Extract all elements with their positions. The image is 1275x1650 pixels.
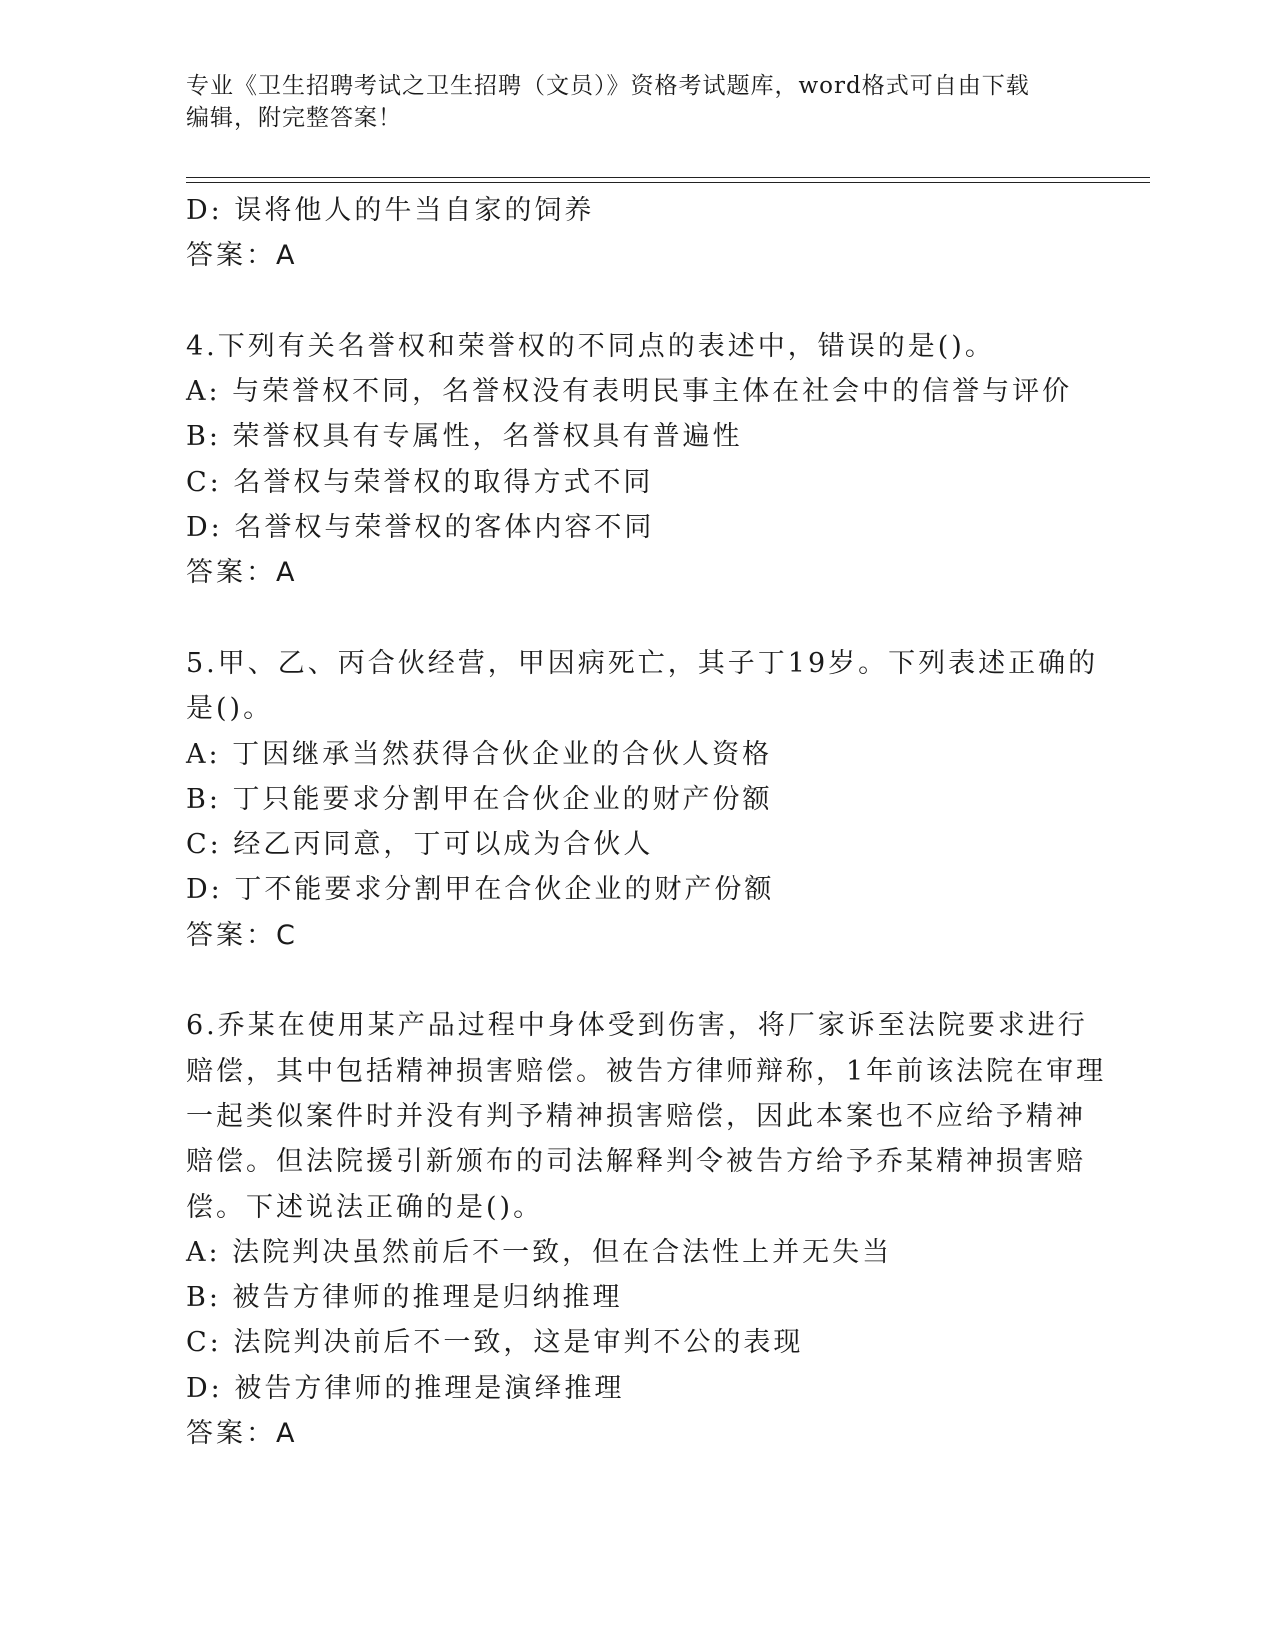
q6-option-d: D: 被告方律师的推理是演绎推理 xyxy=(186,1372,625,1404)
q6-option-c: C: 法院判决前后不一致，这是审判不公的表现 xyxy=(186,1327,804,1359)
q5-option-a: A: 丁因继承当然获得合伙企业的合伙人资格 xyxy=(186,738,773,770)
header-line-1: 专业《卫生招聘考试之卫生招聘（文员）》资格考试题库，word格式可自由下载 xyxy=(186,73,1030,99)
spacer xyxy=(186,279,1086,324)
document-header xyxy=(186,70,1076,134)
q3-answer: 答案：A xyxy=(186,240,298,272)
q4-option-a: A: 与荣誉权不同，名誉权没有表明民事主体在社会中的信誉与评价 xyxy=(186,376,1073,408)
header-rule-bottom xyxy=(186,182,1150,183)
q5-option-d: D: 丁不能要求分割甲在合伙企业的财产份额 xyxy=(186,874,775,906)
q4-option-b: B: 荣誉权具有专属性，名誉权具有普遍性 xyxy=(186,421,743,453)
question-content xyxy=(186,188,1107,1456)
q5-stem-line: 5.甲、乙、丙合伙经营，甲因病死亡，其子丁19岁。下列表述正确的 xyxy=(186,647,1099,679)
q6-stem-line: 赔偿，其中包括精神损害赔偿。被告方律师辩称，1年前该法院在审理 xyxy=(186,1055,1107,1087)
q6-stem-line: 赔偿。但法院援引新颁布的司法解释判令被告方给予乔某精神损害赔 xyxy=(186,1146,1086,1178)
q6-option-b: B: 被告方律师的推理是归纳推理 xyxy=(186,1282,623,1314)
q5-option-b: B: 丁只能要求分割甲在合伙企业的财产份额 xyxy=(186,783,773,815)
q4-stem-line: 4.下列有关名誉权和荣誉权的不同点的表述中，错误的是()。 xyxy=(186,330,995,362)
q6-stem-line: 偿。下述说法正确的是()。 xyxy=(186,1191,544,1223)
q6-stem-line: 一起类似案件时并没有判予精神损害赔偿，因此本案也不应给予精神 xyxy=(186,1100,1086,1132)
q3-option-d: D: 误将他人的牛当自家的饲养 xyxy=(186,195,595,226)
q4-answer: 答案：A xyxy=(186,557,298,589)
q6-answer: 答案：A xyxy=(186,1418,298,1450)
spacer xyxy=(186,958,1086,1003)
spacer xyxy=(186,596,1086,641)
q6-stem-line: 6.乔某在使用某产品过程中身体受到伤害，将厂家诉至法院要求进行 xyxy=(186,1010,1088,1042)
q5-stem-line: 是()。 xyxy=(186,693,274,725)
q6-option-a: A: 法院判决虽然前后不一致，但在合法性上并无失当 xyxy=(186,1236,893,1268)
header-rule-top xyxy=(186,177,1150,178)
q4-option-c: C: 名誉权与荣誉权的取得方式不同 xyxy=(186,466,654,498)
q5-answer: 答案：C xyxy=(186,919,298,951)
q5-option-c: C: 经乙丙同意，丁可以成为合伙人 xyxy=(186,829,654,861)
header-line-2: 编辑，附完整答案！ xyxy=(186,105,402,131)
q4-option-d: D: 名誉权与荣誉权的客体内容不同 xyxy=(186,512,655,544)
